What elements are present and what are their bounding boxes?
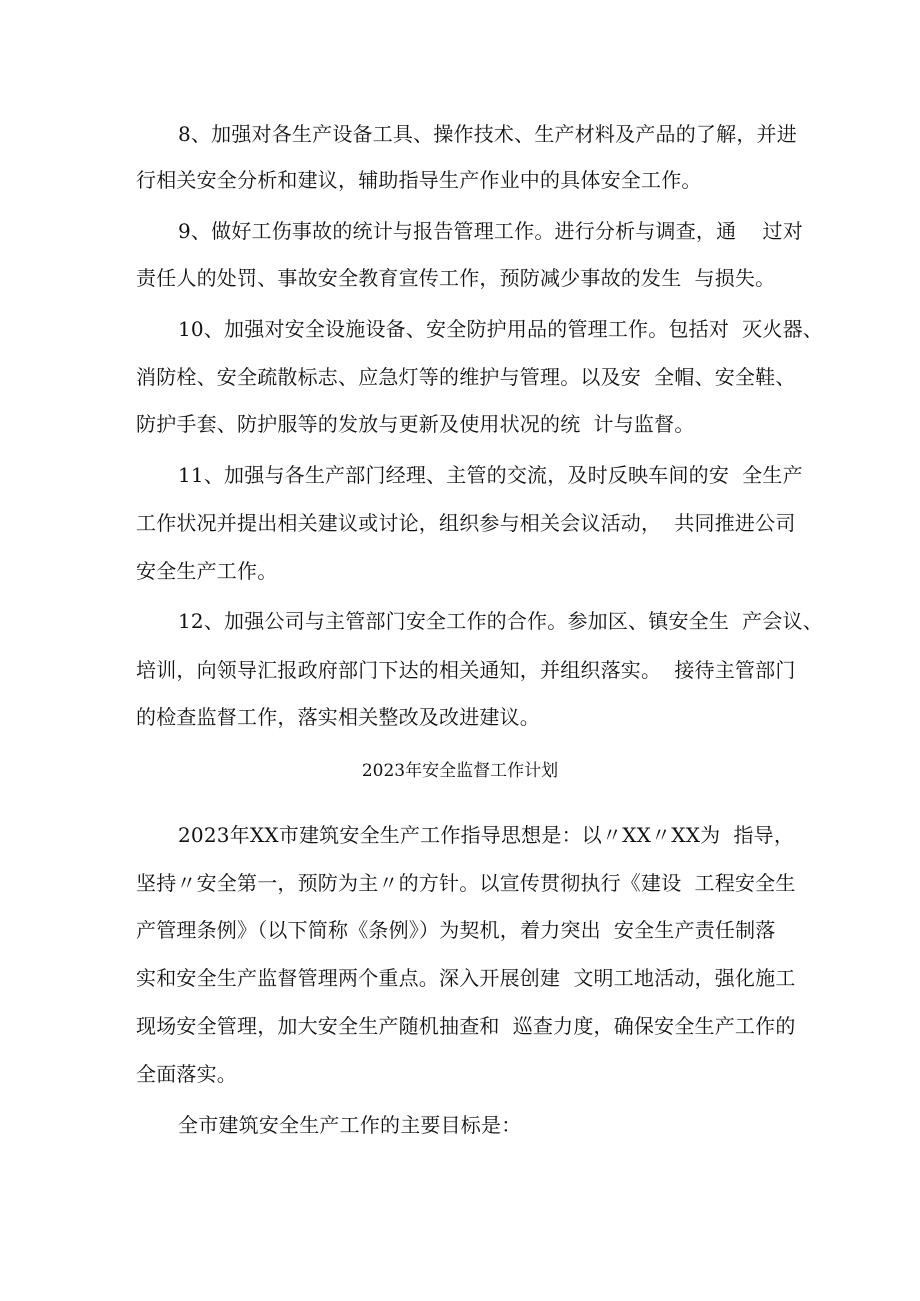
item-10-line-3: 防护手套、防护服等的发放与更新及使用状况的统 计与监督。 — [136, 412, 695, 436]
item-8-line-2: 行相关安全分析和建议，辅助指导生产作业中的具体安全工作。 — [136, 168, 702, 192]
item-11-line-1: 11、加强与各生产部门经理、主管的交流，及时反映车间的安 全生产 — [178, 463, 803, 487]
item-12-line-3: 的检查监督工作，落实相关整改及改进建议。 — [136, 705, 540, 729]
item-9-line-1: 9、做好工伤事故的统计与报告管理工作。进行分析与调查，通 过对 — [178, 219, 803, 243]
item-12-line-2: 培训，向领导汇报政府部门下达的相关通知，并组织落实。 接待主管部门 — [136, 658, 796, 682]
intro-line-5: 现场安全管理，加大安全生产随机抽查和 巡查力度，确保安全生产工作的 — [136, 1014, 796, 1038]
intro-line-6: 全面落实。 — [136, 1062, 237, 1086]
intro-line-3: 产管理条例》（以下简称《条例》）为契机，着力突出 安全生产责任制落 — [136, 918, 776, 942]
item-11-line-3: 安全生产工作。 — [136, 559, 278, 583]
intro-line-4: 实和安全生产监督管理两个重点。深入开展创建 文明工地活动，强化施工 — [136, 966, 796, 990]
section-title: 2023年安全监督工作计划 — [361, 761, 559, 781]
item-10-line-2: 消防栓、安全疏散标志、应急灯等的维护与管理。以及安 全帽、安全鞋、 — [136, 365, 796, 389]
item-11-line-2: 工作状况并提出相关建议或讨论，组织参与相关会议活动， 共同推进公司 — [136, 511, 796, 535]
intro-line-2: 坚持〃安全第一，预防为主〃的方针。以宣传贯彻执行《建设 工程安全生 — [136, 871, 796, 895]
item-10-line-1: 10、加强对安全设施设备、安全防护用品的管理工作。包括对 灭火器、 — [178, 317, 823, 341]
item-8-line-1: 8、加强对各生产设备工具、操作技术、生产材料及产品的了解，并进 — [178, 122, 797, 146]
item-9-line-2: 责任人的处罚、事故安全教育宣传工作，预防减少事故的发生 与损失。 — [136, 266, 776, 290]
item-12-line-1: 12、加强公司与主管部门安全工作的合作。参加区、镇安全生 产会议、 — [178, 609, 823, 633]
goals-line: 全市建筑安全生产工作的主要目标是： — [178, 1113, 522, 1137]
intro-line-1: 2023年XX市建筑安全生产工作指导思想是：以〃XX〃XX为 指导， — [178, 823, 795, 847]
